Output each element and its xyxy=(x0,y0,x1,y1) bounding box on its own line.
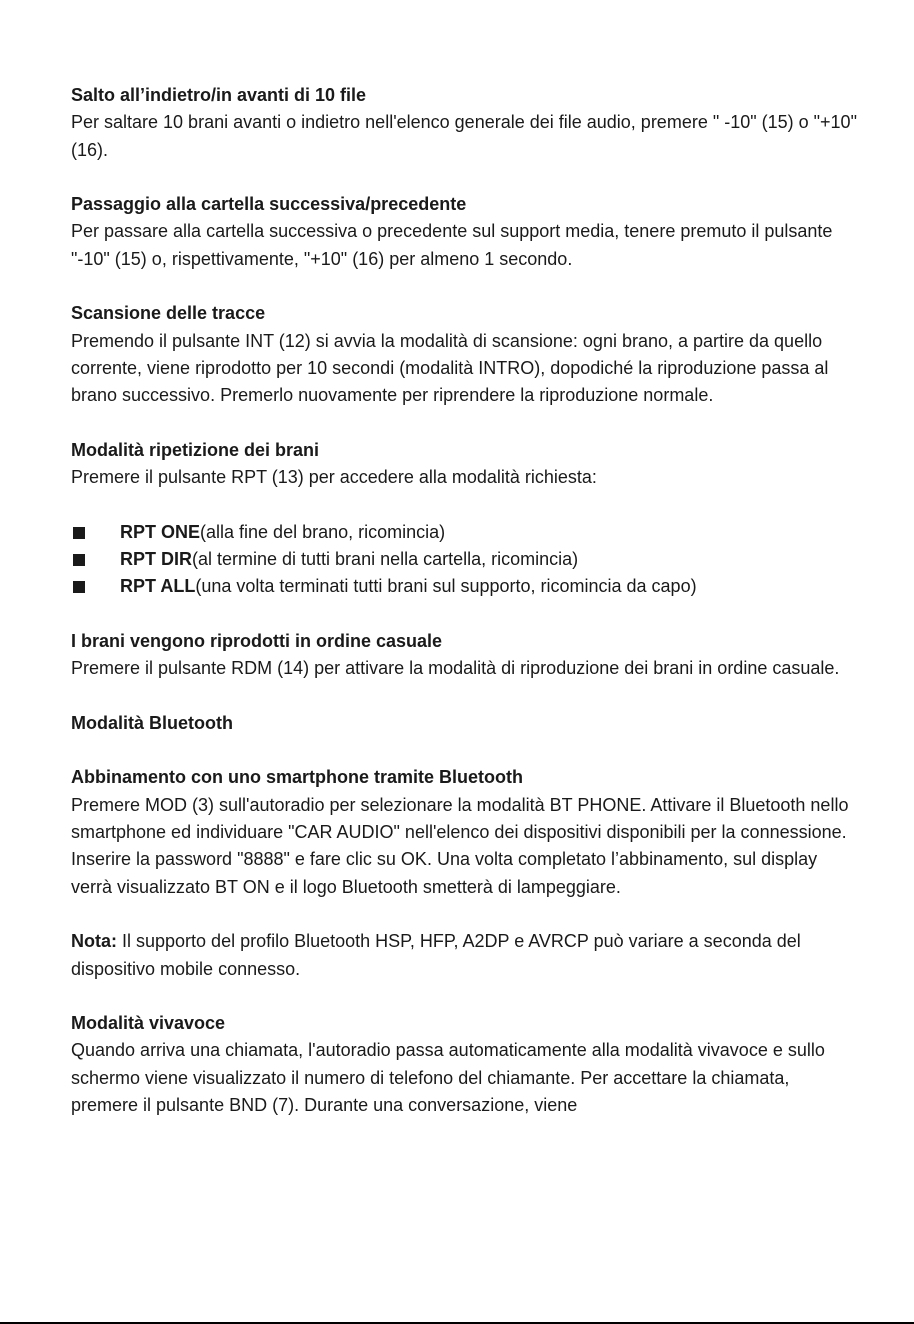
note-paragraph xyxy=(71,928,861,983)
repeat-options-list xyxy=(71,519,861,601)
manual-page xyxy=(71,82,861,1119)
section-heading: Scansione delle tracce xyxy=(71,303,266,324)
section-text: Premere MOD (3) sull'autoradio per selezionare la modalità BT PHONE. Attivare il Bluetooth nello smartphone ed individuare "CAR AUDIO" nell'elenco dei dispositivi disponibili per la connessione. Inserire la password "8888" e fare clic su OK. Una volta completato l’abbinamento, sul display verrà visualizzato BT ON e il logo Bluetooth smetterà di lampeggiare. xyxy=(71,794,849,897)
section-heading: Modalità ripetizione dei brani xyxy=(71,439,320,460)
square-bullet-icon xyxy=(73,581,85,593)
note-text: Il supporto del profilo Bluetooth HSP, HFP, A2DP e AVRCP può variare a seconda del dispositivo mobile connesso. xyxy=(71,931,801,979)
square-bullet-icon xyxy=(73,527,85,539)
list-item xyxy=(71,546,861,573)
section-handsfree xyxy=(71,1010,861,1119)
section-heading: I brani vengono riprodotti in ordine casuale xyxy=(71,630,443,651)
section-skip-10 xyxy=(71,82,861,164)
section-text: Quando arriva una chiamata, l'autoradio passa automaticamente alla modalità vivavoce e sullo schermo viene visualizzato il numero di telefono del chiamante. Per accettare la chiamata, premere il pulsante BND (7). Durante una conversazione, viene xyxy=(71,1040,825,1115)
section-text: Premendo il pulsante INT (12) si avvia la modalità di scansione: ogni brano, a partire da quello corrente, viene riprodotto per 10 secondi (modalità INTRO), dopodiché la riproduzione passa al brano successivo. Premerlo nuovamente per riprendere la riproduzione normale. xyxy=(71,330,829,406)
section-text: Premere il pulsante RPT (13) per accedere alla modalità richiesta: xyxy=(71,467,597,488)
option-label: RPT DIR xyxy=(120,549,192,570)
note-label: Nota: xyxy=(71,931,117,952)
section-text: Per saltare 10 brani avanti o indietro nell'elenco generale dei file audio, premere " -10" (15) o "+10" (16). xyxy=(71,112,857,160)
section-track-scan xyxy=(71,300,861,409)
option-label: RPT ALL xyxy=(120,576,196,597)
section-heading: Passaggio alla cartella successiva/precedente xyxy=(71,194,467,215)
list-item xyxy=(71,573,861,600)
section-note xyxy=(71,928,861,983)
section-heading: Salto all’indietro/in avanti di 10 file xyxy=(71,85,367,105)
option-description: (al termine di tutti brani nella cartella, ricomincia) xyxy=(192,549,579,570)
section-heading: Modalità vivavoce xyxy=(71,1013,226,1034)
section-repeat-mode xyxy=(71,437,861,601)
section-text: Per passare alla cartella successiva o precedente sul support media, tenere premuto il pulsante "-10" (15) o, rispettivamente, "+10" (16) per almeno 1 secondo. xyxy=(71,221,833,269)
section-text: Premere il pulsante RDM (14) per attivare la modalità di riproduzione dei brani in ordine casuale. xyxy=(71,658,840,679)
section-random-play xyxy=(71,628,861,683)
section-bluetooth-mode xyxy=(71,710,861,737)
section-heading: Modalità Bluetooth xyxy=(71,712,233,733)
option-description: (una volta terminati tutti brani sul supporto, ricomincia da capo) xyxy=(195,576,697,597)
section-bluetooth-pairing xyxy=(71,764,861,900)
square-bullet-icon xyxy=(73,554,85,566)
list-item xyxy=(71,519,861,546)
option-label: RPT ONE xyxy=(120,521,201,542)
section-folder-navigation xyxy=(71,191,861,273)
section-heading: Abbinamento con uno smartphone tramite Bluetooth xyxy=(71,767,524,788)
option-description: (alla fine del brano, ricomincia) xyxy=(200,521,446,542)
